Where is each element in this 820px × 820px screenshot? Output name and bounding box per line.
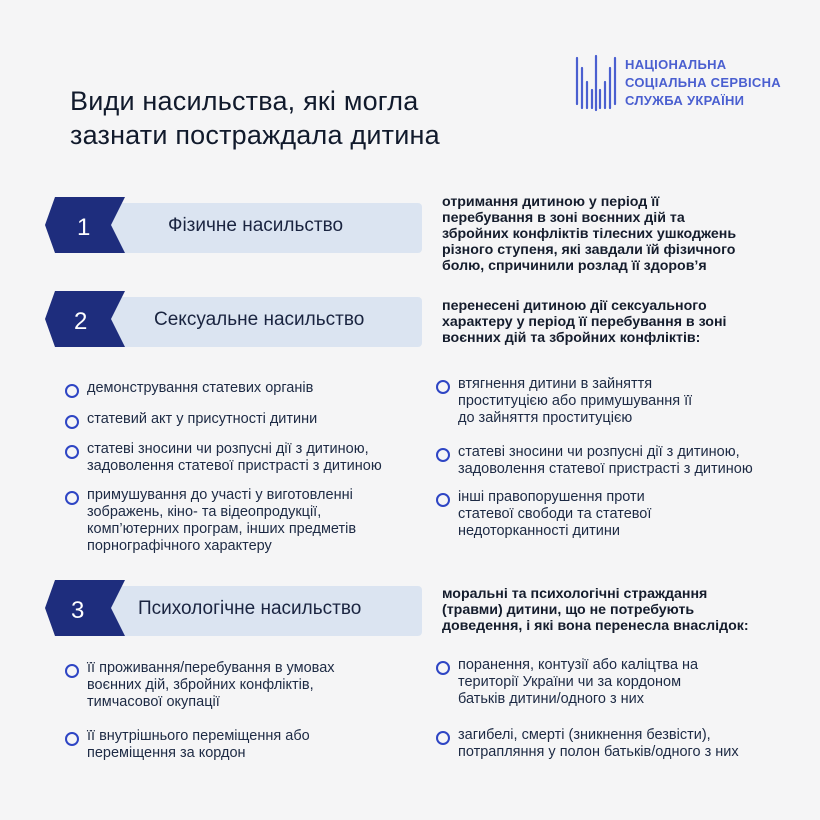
logo-text <box>625 56 781 110</box>
logo-line: СОЦІАЛЬНА СЕРВІСНА <box>625 75 781 90</box>
item-line: до зайняття проституцією <box>458 410 633 426</box>
trident-emblem-icon <box>573 54 619 112</box>
item-line: загибелі, смерті (зникнення безвісти), <box>458 727 711 743</box>
item-line: статевої свободи та статевої <box>458 506 652 522</box>
item-line: переміщення за кордон <box>87 745 246 761</box>
item-line: її проживання/перебування в умовах <box>87 660 335 676</box>
description-line: різного ступеня, які завдали їй фізичного <box>442 242 736 258</box>
item-line: статевий акт у присутності дитини <box>87 411 318 427</box>
description-line: (травми) дитини, що не потребують <box>442 602 695 618</box>
item-line: задоволення статевої пристрасті з дитиною <box>87 458 382 474</box>
title-line: Види насильства, які могла <box>70 86 419 116</box>
item-line: статеві зносини чи розпусні дії з дитиною, <box>458 444 740 460</box>
bullet-circle-icon <box>65 445 79 459</box>
bullet-circle-icon <box>436 661 450 675</box>
description-line: перебування в зоні воєнних дій та <box>442 210 685 226</box>
bullet-circle-icon <box>65 664 79 678</box>
section-description <box>442 194 736 274</box>
section-label: Сексуальне насильство <box>154 309 365 330</box>
section-label: Психологічне насильство <box>138 598 362 619</box>
number-badge <box>45 291 135 347</box>
logo <box>573 54 781 114</box>
item-line: комп’ютерних програм, інших предметів <box>87 521 357 537</box>
item-line: тимчасової окупації <box>87 694 220 710</box>
section-number: 3 <box>71 597 85 624</box>
bullet-circle-icon <box>65 491 79 505</box>
title-line: зазнати постраждала дитина <box>70 120 440 150</box>
item-line: недоторканності дитини <box>458 523 620 539</box>
item-line: примушування до участі у виготовленні <box>87 487 353 503</box>
bullet-circle-icon <box>436 380 450 394</box>
item-line: статеві зносини чи розпусні дії з дитиною, <box>87 441 369 457</box>
number-badge <box>45 580 135 636</box>
item-line: задоволення статевої пристрасті з дитиною <box>458 461 753 477</box>
description-line: характеру у період її перебування в зоні <box>442 314 727 330</box>
description-line: болю, спричинили розлад її здоров’я <box>442 258 707 274</box>
item-line: території України чи за кордоном <box>458 674 682 690</box>
description-line: моральні та психологічні страждання <box>442 586 708 602</box>
description-line: воєнних дій та збройних конфліктів: <box>442 330 701 346</box>
item-line: проституцією або примушування її <box>458 393 693 409</box>
section-number: 1 <box>77 214 91 241</box>
description-line: отримання дитиною у період її <box>442 194 660 210</box>
bullet-circle-icon <box>65 415 79 429</box>
bullet-circle-icon <box>65 384 79 398</box>
item-line: втягнення дитини в зайняття <box>458 376 653 392</box>
logo-line: НАЦІОНАЛЬНА <box>625 57 727 72</box>
item-line: батьків дитини/одного з них <box>458 691 645 707</box>
logo-line: СЛУЖБА УКРАЇНИ <box>625 93 745 108</box>
description-line: перенесені дитиною дії сексуального <box>442 298 707 314</box>
section-label: Фізичне насильство <box>168 215 344 236</box>
bullet-circle-icon <box>436 731 450 745</box>
item-line: інші правопорушення проти <box>458 489 645 505</box>
item-line: зображень, кіно- та відеопродукції, <box>87 504 322 520</box>
item-line: потрапляння у полон батьків/одного з них <box>458 744 739 760</box>
bullet-circle-icon <box>436 493 450 507</box>
description-line: доведення, і які вона перенесла внаслідок: <box>442 618 749 634</box>
item-line: воєнних дій, збройних конфліктів, <box>87 677 314 693</box>
section-number: 2 <box>74 308 88 335</box>
item-line: її внутрішнього переміщення або <box>87 728 310 744</box>
item-line: поранення, контузії або каліцтва на <box>458 657 699 673</box>
page-title <box>70 84 440 152</box>
bullet-circle-icon <box>436 448 450 462</box>
description-line: збройних конфліктів тілесних ушкоджень <box>442 226 737 242</box>
bullet-circle-icon <box>65 732 79 746</box>
item-line: демонстрування статевих органів <box>87 380 314 396</box>
section-description <box>442 586 749 634</box>
item-line: порнографічного характеру <box>87 538 272 554</box>
section-description <box>442 298 726 346</box>
